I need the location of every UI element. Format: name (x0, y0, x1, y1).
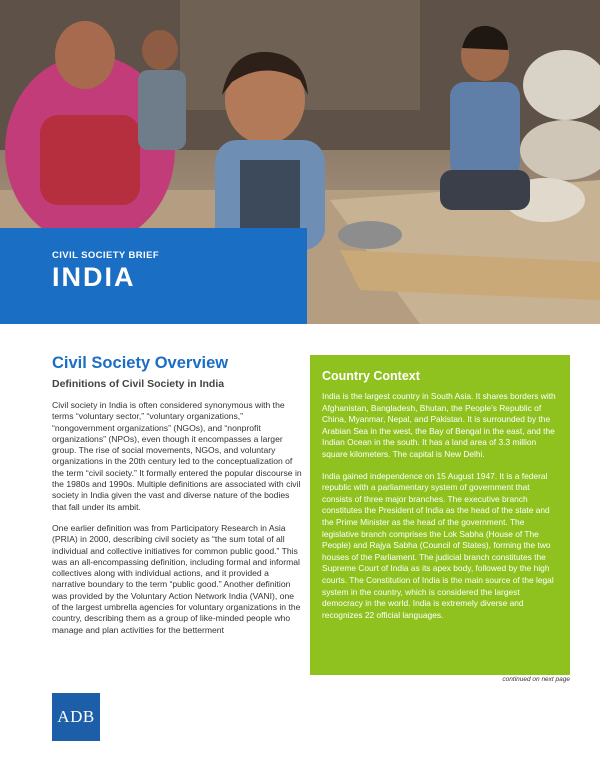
country-context-paragraph-1: India is the largest country in South Asia. It shares borders with Afghanistan, Bangladesh, Bhutan, the People’s Republic of China, Myanmar, Nepal, and Pakistan. It is surrounded by the Arabian Sea in the west, the Bay of Bengal in the east, and the Indian Ocean in the south. It has a land area of 3.3 million square kilometers. The capital is New Delhi. (322, 391, 556, 459)
title-band (0, 228, 307, 324)
country-context-paragraph-2: India gained independence on 15 August 1947. It is a federal republic with a parliamentary system of government that consists of three major branches. The executive branch constitutes the President of India as the head of the state and the Prime Minister as the head of the government. The legislative branch comprises the Lok Sabha (House of The People) and Rajya Sabha (Council of States), forming the two houses of the Parliament. The judicial branch constitutes the Supreme Court of India as its apex body, followed by the high courts. The Constitution of India is the main source of the legal system in the country, which is considered the largest democracy in the world. India is extremely diverse and recognizes 22 official languages. (322, 470, 554, 620)
overview-column (52, 354, 302, 646)
brief-kicker: CIVIL SOCIETY BRIEF (52, 250, 160, 261)
overview-heading: Civil Society Overview (52, 354, 229, 372)
brief-title: INDIA (52, 262, 136, 292)
overview-paragraph-1: Civil society in India is often considered synonymous with the terms “voluntary sector,” “voluntary organizations,” “nongovernment organizations” (NGOs), and “nonprofit organizations” (NPOs), even though it encompasses a larger group. The rise of social movements, NGOs, and voluntary organizations in the 20th century led to the conceptualization of the term “civil society.” It formally entered the popular discourse in the 1980s and 1990s. Multiple definitions are associated with civil society in India given the vast and diverse nature of the bodies that fall under its ambit. (52, 400, 302, 512)
definitions-subheading: Definitions of Civil Society in India (52, 378, 225, 390)
country-context-box (310, 355, 570, 675)
continued-note: continued on next page (502, 676, 570, 683)
overview-paragraph-2: One earlier definition was from Participatory Research in Asia (PRIA) in 2000, describing civil society as “the sum total of all individual and collective initiatives for common public good.” This was an all-encompassing definition, including formal and informal collectives along with individual actions, and it provided a narrative boundary to the term “public good.” Another definition was provided by the Voluntary Action Network India (VANI), one of the largest umbrella agencies for voluntary organizations in the country, describing them as a group of like-minded people who manage and plan activities for the betterment (52, 522, 301, 635)
country-context-content (322, 369, 558, 631)
adb-logo: ADB (52, 693, 100, 741)
country-context-heading: Country Context (322, 369, 420, 383)
